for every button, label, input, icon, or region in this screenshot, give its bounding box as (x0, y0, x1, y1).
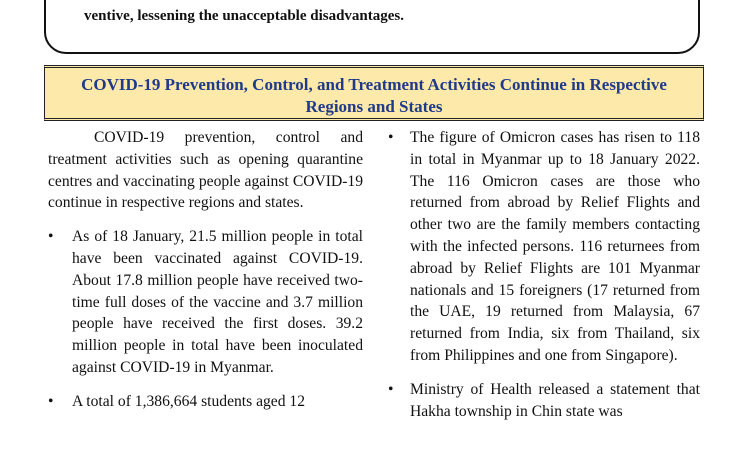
list-item-text: As of 18 January, 21.5 million people in total have been vaccinated against COVID-19. About 17.8 million people have received two-time full doses of the vaccine and 3.7 million people have received the first doses. 39.2 million people in total have been inoculated against COVID-19 in Myanmar. (72, 228, 363, 376)
bullet-icon: • (388, 129, 394, 146)
intro-paragraph: COVID-19 prevention, control and treatment activities such as opening quarantine centres and vaccinating people against COVID-19 continue in respective regions and states. (48, 129, 363, 212)
headline-line-1: COVID-19 Prevention, Control, and Treatment Activities Continue in Respective (81, 75, 667, 94)
list-item (388, 379, 700, 423)
article-headline (44, 65, 704, 121)
bullet-icon: • (388, 380, 394, 398)
bullet-icon: • (48, 228, 54, 246)
list-item (48, 391, 363, 413)
list-item-text: The figure of Omicron cases has risen to 118 in total in Myanmar up to 18 January 2022. The 116 Omicron cases are those who returned from abroad by Relief Flights and other two are the family members contacting with the infected persons. 116 returnees from abroad by Relief Flights are 101 Myanmar nationals and 15 foreigners (17 returned from the UAE, 19 returned from Malaysia, 67 returned from India, six from Thailand, six from Philippines and one from Singapore). (410, 129, 700, 364)
summary-box-text: ventive, lessening the unacceptable disadvantages. (84, 8, 405, 24)
list-item (388, 127, 700, 367)
list-item (48, 226, 363, 379)
bullet-icon: • (48, 392, 54, 410)
list-item-text: A total of 1,386,664 students aged 12 (72, 392, 306, 410)
headline-line-2: Regions and States (305, 97, 443, 116)
right-column (388, 127, 700, 422)
left-column (48, 127, 363, 413)
list-item-text: Ministry of Health released a statement that Hakha township in Chin state was (410, 380, 700, 420)
